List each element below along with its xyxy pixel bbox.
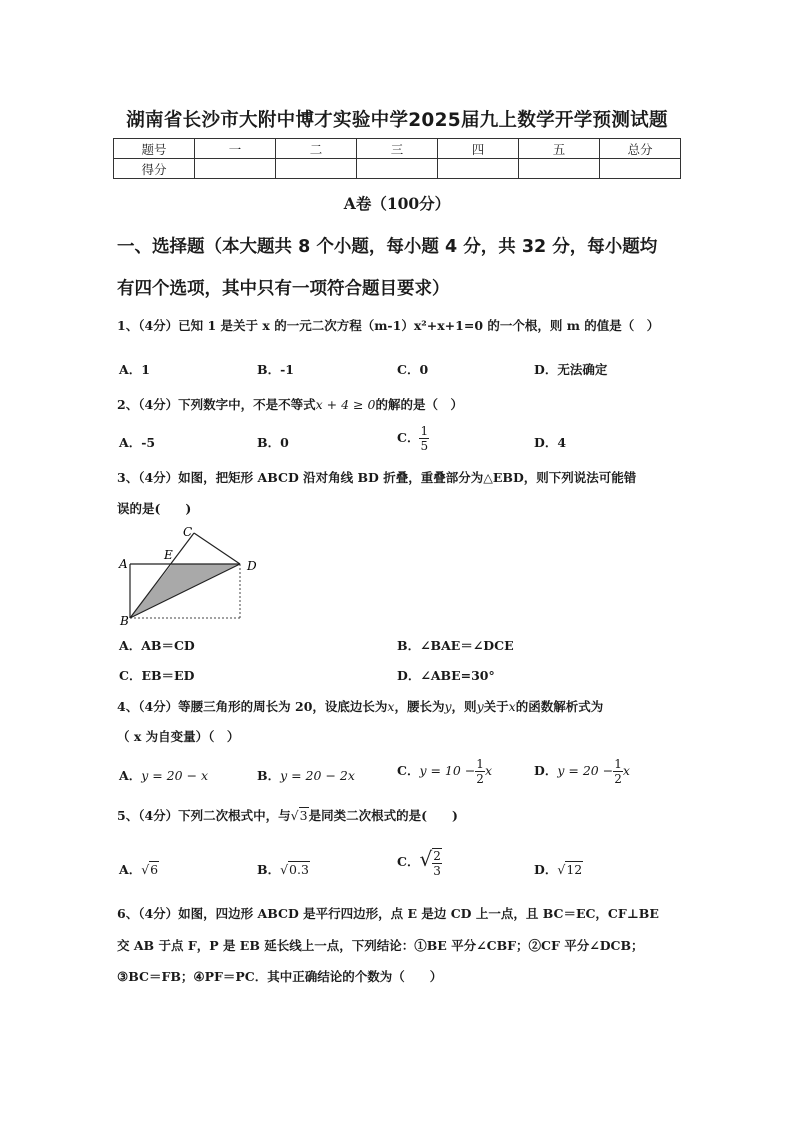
q5-option-d-label: D． <box>534 862 558 877</box>
radicand: 3 <box>299 808 308 823</box>
score-header-cell: 二 <box>276 139 357 159</box>
q4-option-b-label: B． <box>257 768 281 783</box>
section-1-heading-line2: 有四个选项，其中只有一项符合题目要求） <box>117 279 450 299</box>
fraction-denominator: 5 <box>420 439 429 453</box>
fraction-numerator: 1 <box>476 757 484 771</box>
q5-option-a-label: A． <box>119 862 142 877</box>
q4-text-2: ，腰长为 <box>394 699 445 714</box>
q4-option-b-expr: y = 20 − 2x <box>280 768 355 783</box>
q2-option-b: B．0 <box>257 435 289 450</box>
q4-option-d-label: D． <box>534 763 558 778</box>
fraction-denominator: 2 <box>614 772 622 786</box>
fraction-numerator: 2 <box>433 848 441 863</box>
q3-option-a: A．AB＝CD <box>119 638 195 653</box>
question-5-stem <box>117 807 458 825</box>
score-row-label: 得分 <box>114 159 195 179</box>
radicand: 0.3 <box>289 862 309 877</box>
q1-option-a: A．1 <box>119 362 150 377</box>
q2-option-c-fraction <box>419 424 429 453</box>
q4-option-d-expr-post: x <box>622 763 630 778</box>
question-6-stem-line2: 交 AB 于点 F，P 是 EB 延长线上一点，下列结论：①BE 平分∠CBF；②CF 平分∠DCB； <box>117 938 644 953</box>
label-d: D <box>247 559 257 573</box>
score-table-score-row <box>114 159 681 179</box>
q4-option-d-fraction <box>613 757 623 786</box>
score-cell <box>195 159 276 179</box>
score-header-cell: 四 <box>438 139 519 159</box>
q5-option-d-sqrt: √12 <box>557 862 583 877</box>
question-3-stem-line2: 误的是( ) <box>117 501 192 516</box>
q1-option-d: D．无法确定 <box>534 362 608 377</box>
q4-option-c <box>397 757 492 786</box>
q5-stem-post: 是同类二次根式的是( ) <box>308 808 458 823</box>
radicand: 6 <box>150 862 159 877</box>
q2-option-c-label: C． <box>397 430 420 445</box>
q4-option-c-expr-post: x <box>484 763 492 778</box>
fraction-denominator: 3 <box>433 863 441 878</box>
score-header-cell: 一 <box>195 139 276 159</box>
q4-option-c-label: C． <box>397 763 420 778</box>
question-6-stem-line1: 6、（4分）如图，四边形 ABCD 是平行四边形，点 E 是边 CD 上一点，且 BC＝EC，CF⊥BE <box>117 906 659 921</box>
label-c: C <box>183 525 193 539</box>
q4-var-y-2: y <box>476 699 484 714</box>
q4-text-4: 关于 <box>483 699 509 714</box>
q2-stem-post: 的解的是（ ） <box>375 397 463 412</box>
question-6-stem-line3: ③BC＝FB；④PF＝PC．其中正确结论的个数为（ ） <box>117 969 443 984</box>
section-1-heading-line1: 一、选择题（本大题共 8 个小题，每小题 4 分，共 32 分，每小题均 <box>117 237 658 257</box>
label-e: E <box>164 548 173 562</box>
q5-option-a <box>119 860 159 878</box>
q3-option-d: D．∠ABE=30° <box>397 668 495 683</box>
q4-text-5: 的函数解析式为 <box>515 699 604 714</box>
q2-stem-pre: 2、（4分）下列数字中，不是不等式 <box>117 397 316 412</box>
rectangle-fold-figure <box>112 524 272 628</box>
q5-sqrt-3: √3 <box>290 808 308 823</box>
q4-option-c-expr-pre: y = 10 − <box>419 763 476 778</box>
q2-option-d: D．4 <box>534 435 567 450</box>
radicand: 12 <box>566 862 583 877</box>
q5-option-c <box>397 847 442 878</box>
q4-var-x-2: x <box>508 699 516 714</box>
q4-option-a-expr: y = 20 − x <box>141 768 209 783</box>
q4-text-3: ，则 <box>451 699 477 714</box>
q1-option-c: C．0 <box>397 362 429 377</box>
q4-option-d <box>534 757 630 786</box>
section-a-heading: A卷（100分） <box>343 194 451 213</box>
score-table <box>113 138 681 179</box>
question-1-stem: 1、（4分）已知 1 是关于 x 的一元二次方程（m-1）x²+x+1=0 的一个根，则 m 的值是（ ） <box>117 318 660 333</box>
fraction-denominator: 2 <box>476 772 484 786</box>
q5-option-c-label: C． <box>397 854 420 869</box>
q4-var-y: y <box>444 699 452 714</box>
q2-option-c <box>397 424 429 453</box>
page-title: 湖南省长沙市大附中博才实验中学2025届九上数学开学预测试题 <box>126 110 668 131</box>
fraction-numerator: 1 <box>614 757 622 771</box>
q4-option-a <box>119 766 208 784</box>
score-cell <box>600 159 681 179</box>
q5-option-c-sqrt: √ <box>419 847 433 871</box>
q4-option-c-fraction <box>475 757 485 786</box>
score-cell <box>438 159 519 179</box>
q2-option-a: A．-5 <box>119 435 156 450</box>
score-cell <box>276 159 357 179</box>
q4-option-d-expr-pre: y = 20 − <box>557 763 614 778</box>
fraction-numerator: 1 <box>420 424 429 438</box>
score-header-cell: 题号 <box>114 139 195 159</box>
question-4-stem-line1 <box>117 698 603 716</box>
q3-option-b: B．∠BAE＝∠DCE <box>397 638 514 653</box>
question-4-stem-line2: （ x 为自变量）（ ） <box>117 729 240 744</box>
q5-option-b-sqrt: √0.3 <box>280 862 309 877</box>
label-b: B <box>120 614 129 628</box>
score-header-cell: 五 <box>519 139 600 159</box>
score-cell <box>519 159 600 179</box>
q4-var-x: x <box>387 699 395 714</box>
label-a: A <box>119 557 128 571</box>
score-header-cell: 总分 <box>600 139 681 159</box>
q4-option-a-label: A． <box>119 768 142 783</box>
q4-text-1: 4、（4分）等腰三角形的周长为 20，设底边长为 <box>117 699 388 714</box>
q5-option-a-sqrt: √6 <box>141 862 159 877</box>
score-header-cell: 三 <box>357 139 438 159</box>
score-cell <box>357 159 438 179</box>
q5-option-b <box>257 860 310 878</box>
folded-side-cd <box>194 533 240 564</box>
score-table-header-row <box>114 139 681 159</box>
question-2-stem <box>117 396 463 414</box>
q4-option-b <box>257 766 355 784</box>
q3-option-c: C．EB＝ED <box>119 668 195 683</box>
q1-option-b: B．-1 <box>257 362 294 377</box>
q5-stem-pre: 5、（4分）下列二次根式中，与 <box>117 808 291 823</box>
q2-inequality: x + 4 ≥ 0 <box>315 397 376 412</box>
question-3-stem-line1: 3、（4分）如图，把矩形 ABCD 沿对角线 BD 折叠，重叠部分为△EBD，则下列说法可能错 <box>117 470 637 485</box>
q5-option-c-fraction <box>432 848 442 878</box>
q5-option-d <box>534 860 583 878</box>
q5-option-b-label: B． <box>257 862 281 877</box>
